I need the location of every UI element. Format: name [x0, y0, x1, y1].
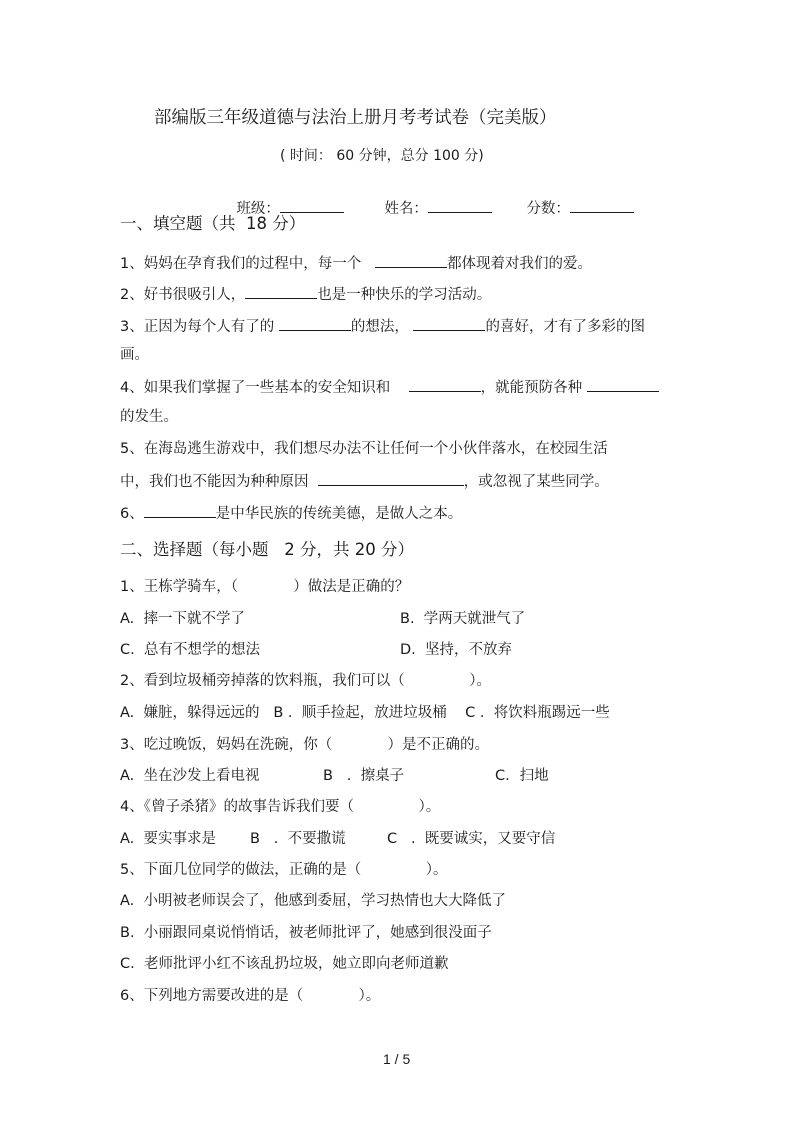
exam-title: 部编版三年级道德与法治上册月考考试卷（完美版）	[154, 108, 557, 128]
s1-q2	[120, 284, 491, 304]
score-row	[508, 180, 634, 236]
section1-heading: 一、填空题（共 18 分）	[120, 214, 306, 233]
s1-q1-blank[interactable]	[375, 253, 447, 268]
s1-q1	[120, 253, 592, 273]
s1-q4-text-b: ，就能预防各种	[480, 380, 583, 396]
s2-q4-option-c[interactable]: C . 既要诚实，又要守信	[387, 831, 556, 847]
s1-q4	[120, 377, 659, 397]
s1-q3	[120, 316, 645, 336]
s2-q4-stem: 4、《曾子杀猪》的故事告诉我们要（ ）。	[120, 799, 441, 815]
score-label: 分数：	[526, 201, 570, 217]
s2-q1-stem: 1、王栋学骑车，（ ）做法是正确的？	[120, 579, 410, 595]
s1-q3-text-a: 3、正因为每个人有了的	[120, 319, 275, 335]
s2-q1-option-d[interactable]: D. 坚持，不放弃	[400, 642, 512, 658]
class-blank[interactable]	[280, 198, 344, 213]
s2-q5-option-a[interactable]: A. 小明被老师误会了，他感到委屈，学习热情也大大降低了	[120, 893, 506, 909]
s2-q4-option-a[interactable]: A. 要实事求是	[120, 831, 216, 847]
s1-q1-text-b: 都体现着对我们的爱。	[447, 256, 593, 272]
section2-heading: 二、选择题（每小题 2 分，共 20 分）	[120, 540, 414, 559]
s1-q3-text-c: 的喜好，才有了多彩的图	[485, 319, 645, 335]
name-blank[interactable]	[428, 198, 492, 213]
s1-q3-cont: 画。	[120, 347, 149, 363]
s1-q4-blank-1[interactable]	[409, 377, 481, 392]
s1-q1-text-a: 1、妈妈在孕育我们的过程中，每一个	[120, 256, 362, 272]
s2-q1-option-b[interactable]: B. 学两天就泄气了	[400, 611, 526, 627]
s1-q6: 6、 是中华民族的传统美德，是做人之本。	[120, 503, 462, 523]
s1-q3-text-b: 的想法，	[350, 319, 409, 335]
s2-q2-options[interactable]: A. 嫌脏，躲得远远的 B . 顺手捡起，放进垃圾桶 C . 将饮料瓶踢远一些	[120, 705, 610, 721]
s2-q1-option-a[interactable]: A. 摔一下就不学了	[120, 611, 245, 627]
s2-q3-stem: 3、吃过晚饭，妈妈在洗碗，你（ ）是不正确的。	[120, 737, 490, 753]
s1-q6-blank[interactable]	[144, 503, 216, 518]
s1-q4-cont: 的发生。	[120, 409, 178, 425]
s1-q5-text-c: ，或忽视了某些同学。	[463, 474, 609, 490]
name-row	[366, 180, 492, 236]
s1-q2-text-a: 2、好书很吸引人，	[120, 287, 246, 303]
s1-q4-blank-2[interactable]	[587, 377, 659, 392]
s1-q3-blank-1[interactable]	[279, 316, 351, 331]
s2-q3-option-b[interactable]: B . 擦桌子	[323, 768, 405, 784]
s2-q5-option-c[interactable]: C. 老师批评小红不该乱扔垃圾，她立即向老师道歉	[120, 956, 449, 972]
s1-q6-text-b: 是中华民族的传统美德，是做人之本。	[215, 506, 463, 522]
s1-q2-blank[interactable]	[245, 284, 317, 299]
s2-q4-option-b[interactable]: B . 不要撒谎	[250, 831, 346, 847]
s2-q3-option-c[interactable]: C．扫地	[495, 768, 549, 784]
s1-q5-blank[interactable]	[318, 471, 464, 486]
s1-q5-cont	[120, 471, 609, 491]
s2-q2-stem: 2、看到垃圾桶旁掉落的饮料瓶，我们可以（ ）。	[120, 673, 492, 689]
name-label: 姓名：	[384, 201, 428, 217]
s2-q3-option-a[interactable]: A. 坐在沙发上看电视	[120, 768, 260, 784]
s1-q4-text-a: 4、如果我们掌握了一些基本的安全知识和	[120, 380, 391, 396]
class-label: 班级：	[236, 201, 280, 217]
s1-q3-blank-2[interactable]	[413, 316, 485, 331]
time-info: ( 时间： 60 分钟，总分 100 分)	[280, 148, 484, 164]
s2-q5-option-b[interactable]: B. 小丽跟同桌说悄悄话，被老师批评了，她感到很没面子	[120, 925, 492, 941]
score-blank[interactable]	[570, 198, 634, 213]
s2-q6-stem: 6、下列地方需要改进的是（ ）。	[120, 988, 381, 1004]
page-number: 1 / 5	[383, 1051, 411, 1067]
s2-q1-option-c[interactable]: C. 总有不想学的想法	[120, 642, 260, 658]
s1-q2-text-b: 也是一种快乐的学习活动。	[317, 287, 492, 303]
s1-q5: 5、在海岛逃生游戏中，我们想尽办法不让任何一个小伙伴落水，在校园生活	[120, 441, 608, 457]
s1-q5-text-b: 中，我们也不能因为种种原因	[120, 474, 309, 490]
s2-q5-stem: 5、下面几位同学的做法，正确的是（ ）。	[120, 862, 448, 878]
